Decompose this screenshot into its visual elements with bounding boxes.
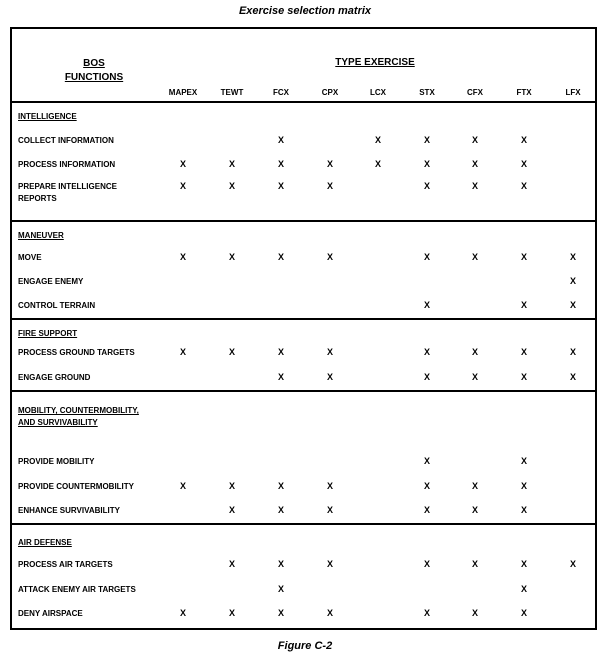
mark-x: X [520,347,528,357]
mark-x: X [423,372,431,382]
row-label: CONTROL TERRAIN [18,301,96,310]
mark-x: X [569,372,577,382]
section-heading: MANEUVER [18,231,64,240]
mark-x: X [423,559,431,569]
section-separator [10,318,597,320]
mark-x: X [228,481,236,491]
column-header-cfx: CFX [467,88,483,97]
page-title: Exercise selection matrix [238,5,372,17]
column-header-cpx: CPX [321,88,339,97]
row-label: PROCESS INFORMATION [18,160,116,169]
row-label: PROVIDE COUNTERMOBILITY [18,482,135,491]
column-header-fcx: FCX [273,88,289,97]
section-separator [10,523,597,525]
mark-x: X [326,481,334,491]
mark-x: X [423,252,431,262]
section-separator [10,101,597,103]
mark-x: X [569,559,577,569]
mark-x: X [228,159,236,169]
column-header-lfx: LFX [565,88,581,97]
row-label: PROVIDE MOBILITY [18,457,95,466]
mark-x: X [277,181,285,191]
row-label: MOVE [18,253,42,262]
bos-header-line1: BOS [83,58,105,69]
mark-x: X [423,181,431,191]
mark-x: X [423,300,431,310]
mark-x: X [520,159,528,169]
row-label: ENGAGE ENEMY [18,277,84,286]
column-header-lcx: LCX [370,88,386,97]
mark-x: X [326,159,334,169]
row-label: COLLECT INFORMATION [18,136,114,145]
mark-x: X [569,276,577,286]
mark-x: X [277,347,285,357]
mark-x: X [326,559,334,569]
mark-x: X [326,347,334,357]
mark-x: X [179,252,187,262]
mark-x: X [520,135,528,145]
column-header-stx: STX [419,88,435,97]
mark-x: X [423,159,431,169]
column-header-mapex: MAPEX [168,88,198,97]
mark-x: X [520,300,528,310]
mark-x: X [228,347,236,357]
row-label: ATTACK ENEMY AIR TARGETS [18,585,136,594]
mark-x: X [520,584,528,594]
mark-x: X [228,252,236,262]
mark-x: X [471,347,479,357]
mark-x: X [423,456,431,466]
row-label: ENHANCE SURVIVABILITY [18,506,120,515]
mark-x: X [471,372,479,382]
mark-x: X [569,252,577,262]
row-label: DENY AIRSPACE [18,609,83,618]
row-label: PROCESS AIR TARGETS [18,560,113,569]
mark-x: X [277,481,285,491]
section-separator [10,390,597,392]
mark-x: X [326,608,334,618]
section-heading: AIR DEFENSE [18,538,72,547]
mark-x: X [228,505,236,515]
mark-x: X [520,608,528,618]
mark-x: X [471,135,479,145]
mark-x: X [179,347,187,357]
figure-caption: Figure C-2 [277,640,333,652]
column-header-ftx: FTX [516,88,532,97]
mark-x: X [423,608,431,618]
mark-x: X [520,181,528,191]
column-header-tewt: TEWT [220,88,244,97]
mark-x: X [179,608,187,618]
mark-x: X [471,159,479,169]
mark-x: X [374,135,382,145]
mark-x: X [228,181,236,191]
mark-x: X [471,559,479,569]
mark-x: X [471,505,479,515]
row-label: PROCESS GROUND TARGETS [18,348,135,357]
mark-x: X [277,608,285,618]
mark-x: X [471,481,479,491]
mark-x: X [277,559,285,569]
mark-x: X [569,300,577,310]
mark-x: X [423,135,431,145]
mark-x: X [277,584,285,594]
mark-x: X [277,252,285,262]
type-exercise-header: TYPE EXERCISE [335,57,415,68]
section-separator [10,220,597,222]
mark-x: X [520,372,528,382]
mark-x: X [471,608,479,618]
bos-functions-header [24,57,164,85]
mark-x: X [277,159,285,169]
mark-x: X [520,252,528,262]
mark-x: X [471,181,479,191]
mark-x: X [569,347,577,357]
mark-x: X [277,135,285,145]
mark-x: X [326,181,334,191]
mark-x: X [326,505,334,515]
mark-x: X [179,159,187,169]
mark-x: X [326,372,334,382]
section-heading: FIRE SUPPORT [18,329,78,338]
bos-header-line2: FUNCTIONS [64,72,124,83]
mark-x: X [471,252,479,262]
mark-x: X [277,372,285,382]
mark-x: X [277,505,285,515]
mark-x: X [228,559,236,569]
mark-x: X [520,505,528,515]
mark-x: X [520,481,528,491]
mark-x: X [179,181,187,191]
mark-x: X [423,481,431,491]
mark-x: X [228,608,236,618]
mark-x: X [423,505,431,515]
row-label: ENGAGE GROUND [18,373,91,382]
mark-x: X [520,456,528,466]
mark-x: X [374,159,382,169]
section-heading: INTELLIGENCE [18,112,77,121]
section-heading: MOBILITY, COUNTERMOBILITY, AND SURVIVABILITY [18,406,139,427]
mark-x: X [179,481,187,491]
mark-x: X [326,252,334,262]
mark-x: X [423,347,431,357]
mark-x: X [520,559,528,569]
row-label: PREPARE INTELLIGENCE REPORTS [18,182,117,203]
